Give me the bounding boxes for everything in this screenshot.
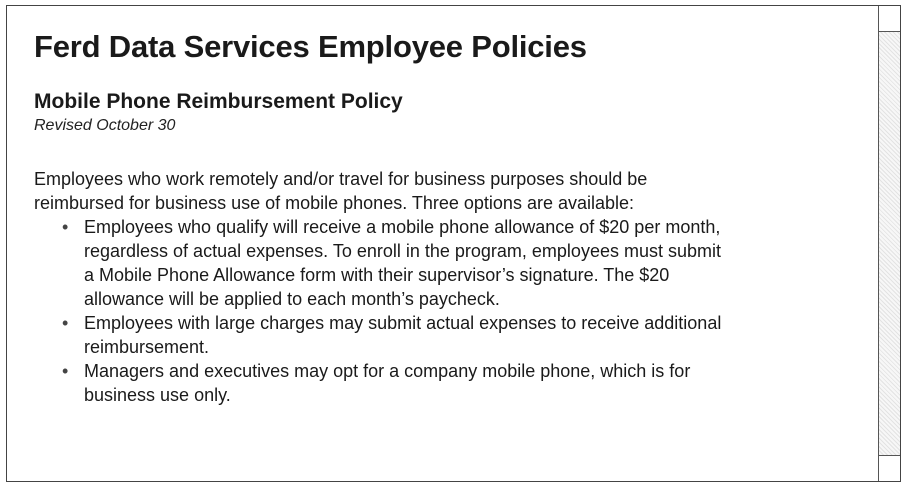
document-content bbox=[34, 28, 874, 407]
policy-heading: Mobile Phone Reimbursement Policy bbox=[34, 90, 403, 113]
option-line: business use only. bbox=[84, 385, 231, 405]
option-line: reimbursement. bbox=[84, 337, 210, 357]
scroll-down-button[interactable] bbox=[879, 455, 900, 481]
options-list bbox=[34, 215, 874, 407]
list-item bbox=[62, 311, 874, 359]
intro-paragraph bbox=[34, 167, 874, 215]
option-line: Managers and executives may opt for a company mobile phone, which is for bbox=[84, 361, 691, 381]
intro-line: reimbursed for business use of mobile phones. Three options are available: bbox=[34, 193, 635, 213]
page-title: Ferd Data Services Employee Policies bbox=[34, 29, 587, 64]
option-line: Employees who qualify will receive a mobile phone allowance of $20 per month, bbox=[84, 217, 721, 237]
option-line: regardless of actual expenses. To enroll in the program, employees must submit bbox=[84, 241, 721, 261]
list-item bbox=[62, 215, 874, 311]
vertical-scrollbar[interactable] bbox=[878, 6, 900, 481]
revised-date: Revised October 30 bbox=[34, 117, 176, 134]
list-item bbox=[62, 359, 874, 407]
scroll-up-button[interactable] bbox=[879, 6, 900, 32]
bullet-icon: • bbox=[62, 217, 69, 237]
bullet-icon: • bbox=[62, 361, 69, 381]
option-line: a Mobile Phone Allowance form with their supervisor’s signature. The $20 bbox=[84, 265, 670, 285]
document-frame bbox=[6, 5, 901, 482]
bullet-icon: • bbox=[62, 313, 69, 333]
option-line: allowance will be applied to each month’s paycheck. bbox=[84, 289, 500, 309]
intro-line: Employees who work remotely and/or travel for business purposes should be bbox=[34, 169, 648, 189]
option-line: Employees with large charges may submit actual expenses to receive additional bbox=[84, 313, 722, 333]
